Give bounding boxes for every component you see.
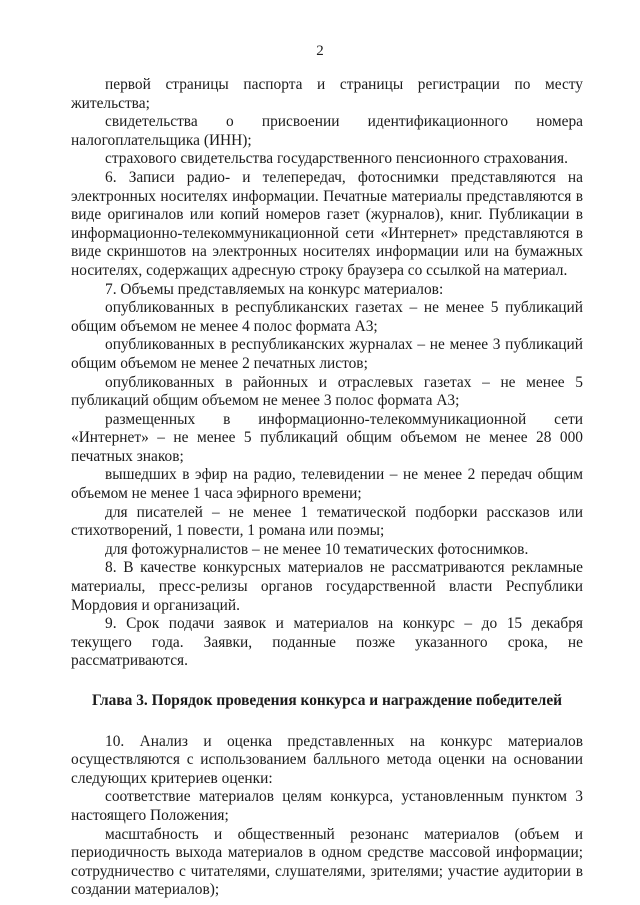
paragraph-broadcasts: вышедших в эфир на радио, телевидении – не менее 2 передач общим объемом не менее 1 часа эфирного времени; [71, 466, 583, 503]
paragraph-item-7: 7. Объемы представляемых на конкурс материалов: [105, 280, 444, 298]
paragraph-goal-compliance: соответствие материалов целям конкурса, установленным пунктом 3 настоящего Положения; [71, 788, 583, 824]
paragraph-passport-first-page: первой страницы паспорта и страницы регистрации по месту [105, 76, 583, 93]
paragraph-writers: для писателей – не менее 1 тематической подборки рассказов или стихотворений, 1 повести, 1 романа или поэмы; [71, 503, 583, 540]
paragraph-republican-newspapers: опубликованных в республиканских газетах – не менее 5 публикаций общим объемом не менее 4 полос формата А3; [71, 299, 583, 335]
paragraph-inn-certificate: свидетельства о присвоении идентификационного номера [105, 113, 583, 131]
paragraph-inn-certificate-cont: налогоплательщика (ИНН); [71, 131, 252, 149]
paragraph-item-9: 9. Срок подачи заявок и материалов на конкурс – до 15 декабря [105, 615, 583, 633]
paragraph-republican-journals: опубликованных в республиканских журналах – не менее 3 публикаций общим объемом не менее 2 печатных листов; [71, 336, 583, 372]
paragraph-passport-first-page-cont: жительства; [71, 94, 150, 112]
chapter-3-heading: Глава 3. Порядок проведения конкурса и награждение победителей [91, 692, 563, 709]
paragraph-scale-resonance: масштабность и общественный резонанс материалов (объем и периодичность выхода материалов в одном средстве массовой информации; сотрудничество с читателями, слушателями, зрителями; участие аудитории в создании материалов); [71, 825, 583, 899]
paragraph-pension-certificate: страхового свидетельства государственного пенсионного страхования. [105, 150, 568, 168]
paragraph-item-8: 8. В качестве конкурсных материалов не рассматриваются рекламные материалы, пресс-релизы органов государственной власти Республики Мордовия и организаций. [71, 559, 583, 614]
paragraph-internet-publications-cont: «Интернет» – не менее 5 публикаций общим объемом не менее 28 000 [71, 429, 583, 447]
paragraph-item-6: 6. Записи радио- и телепередач, фотоснимки представляются на электронных носителях информации. Печатные материалы представляются в виде оригиналов или копий номеров газет (журналов), книг. Публикации в информационно-телекоммуникационной сети «Интернет» представляются в виде скриншотов на электронных носителях информации или на бумажных носителях, содержащих адресную строку браузера со ссылкой на материал. [71, 168, 583, 279]
paragraph-internet-publications: размещенных в информационно-телекоммуникационной сети [105, 410, 583, 428]
paragraph-item-10: 10. Анализ и оценка представленных на конкурс материалов осуществляются с использованием балльного метода оценки на основании следующих критериев оценки: [71, 732, 583, 787]
paragraph-photojournalists: для фотожурналистов – не менее 10 тематических фотоснимков. [105, 540, 529, 558]
page-number: 2 [316, 43, 324, 59]
document-body [71, 76, 583, 900]
paragraph-district-newspapers: опубликованных в районных и отраслевых газетах – не менее 5 публикаций общим объемом не менее 3 полос формата А3; [71, 373, 583, 410]
paragraph-internet-publications-end: печатных знаков; [71, 447, 184, 465]
paragraph-item-9-end: рассматриваются. [71, 652, 188, 670]
paragraph-item-9-cont: текущего года. Заявки, поданные позже указанного срока, не [71, 633, 583, 651]
